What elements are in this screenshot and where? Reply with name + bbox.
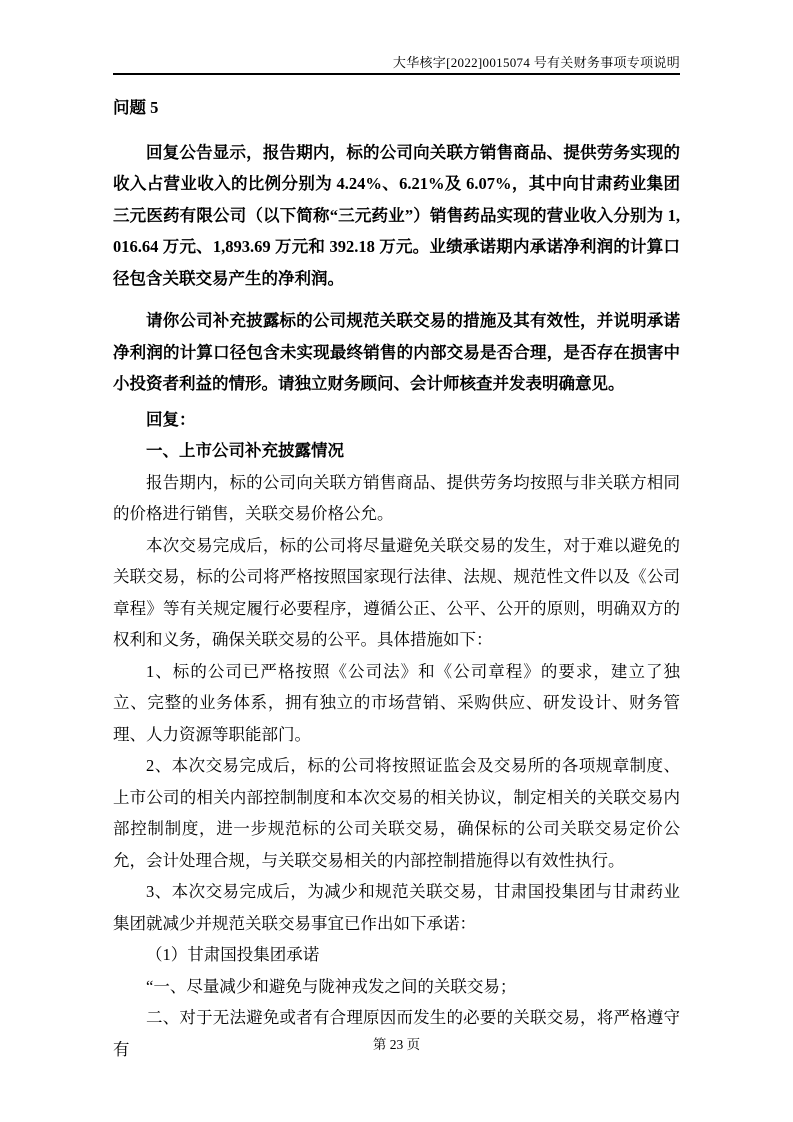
question-heading: 问题 5: [113, 98, 159, 117]
paragraph-measure-3: 3、本次交易完成后，为减少和规范关联交易，甘肃国投集团与甘肃药业集团就减少并规范关联交易事宜已作出如下承诺：: [113, 882, 680, 933]
paragraph-measure-2: 2、本次交易完成后，标的公司将按照证监会及交易所的各项规章制度、上市公司的相关内部控制制度和本次交易的相关协议，制定相关的关联交易内部控制制度，进一步规范标的公司关联交易，确保标的公司关联交易定价公允，会计处理合规，与关联交易相关的内部控制措施得以有效性执行。: [113, 756, 680, 870]
paragraph-commitment-label: （1）甘肃国投集团承诺: [146, 945, 320, 964]
page-header-reference: 大华核字[2022]0015074 号有关财务事项专项说明: [113, 54, 680, 75]
document-body: [113, 84, 680, 1065]
question-quote-paragraph-2: 请你公司补充披露标的公司规范关联交易的措施及其有效性，并说明承诺净利润的计算口径包含未实现最终销售的内部交易是否合理，是否存在损害中小投资者利益的情形。请独立财务顾问、会计师核查并发表明确意见。: [113, 311, 680, 393]
section-heading-disclosure: 一、上市公司补充披露情况: [146, 441, 344, 460]
paragraph-reporting-period: 报告期内，标的公司向关联方销售商品、提供劳务均按照与非关联方相同的价格进行销售，关联交易价格公允。: [113, 472, 680, 523]
question-quote-paragraph-1: 回复公告显示，报告期内，标的公司向关联方销售商品、提供劳务实现的收入占营业收入的比例分别为 4.24%、6.21%及 6.07%，其中向甘肃药业集团三元医药有限公司（以下简称“三元药业”）销售药品实现的营业收入分别为 1,016.64 万元、1,893.69 万元和 392.18 万元。业绩承诺期内承诺净利润的计算口径包含关联交易产生的净利润。: [113, 142, 680, 288]
paragraph-commitment-item-2: 二、对于无法避免或者有合理原因而发生的必要的关联交易，将严格遵守有: [113, 1008, 680, 1059]
paragraph-measure-1: 1、标的公司已严格按照《公司法》和《公司章程》的要求，建立了独立、完整的业务体系，拥有独立的市场营销、采购供应、研发设计、财务管理、人力资源等职能部门。: [113, 661, 680, 744]
reply-label: 回复：: [146, 409, 196, 429]
paragraph-transaction-measures: 本次交易完成后，标的公司将尽量避免关联交易的发生，对于难以避免的关联交易，标的公司将严格按照国家现行法律、法规、规范性文件以及《公司章程》等有关规定履行必要程序，遵循公正、公平、公开的原则，明确双方的权利和义务，确保关联交易的公平。具体措施如下：: [113, 535, 680, 649]
paragraph-commitment-item-1: “一、尽量减少和避免与陇神戎发之间的关联交易；: [146, 976, 517, 996]
page-number: 第 23 页: [372, 1037, 421, 1052]
